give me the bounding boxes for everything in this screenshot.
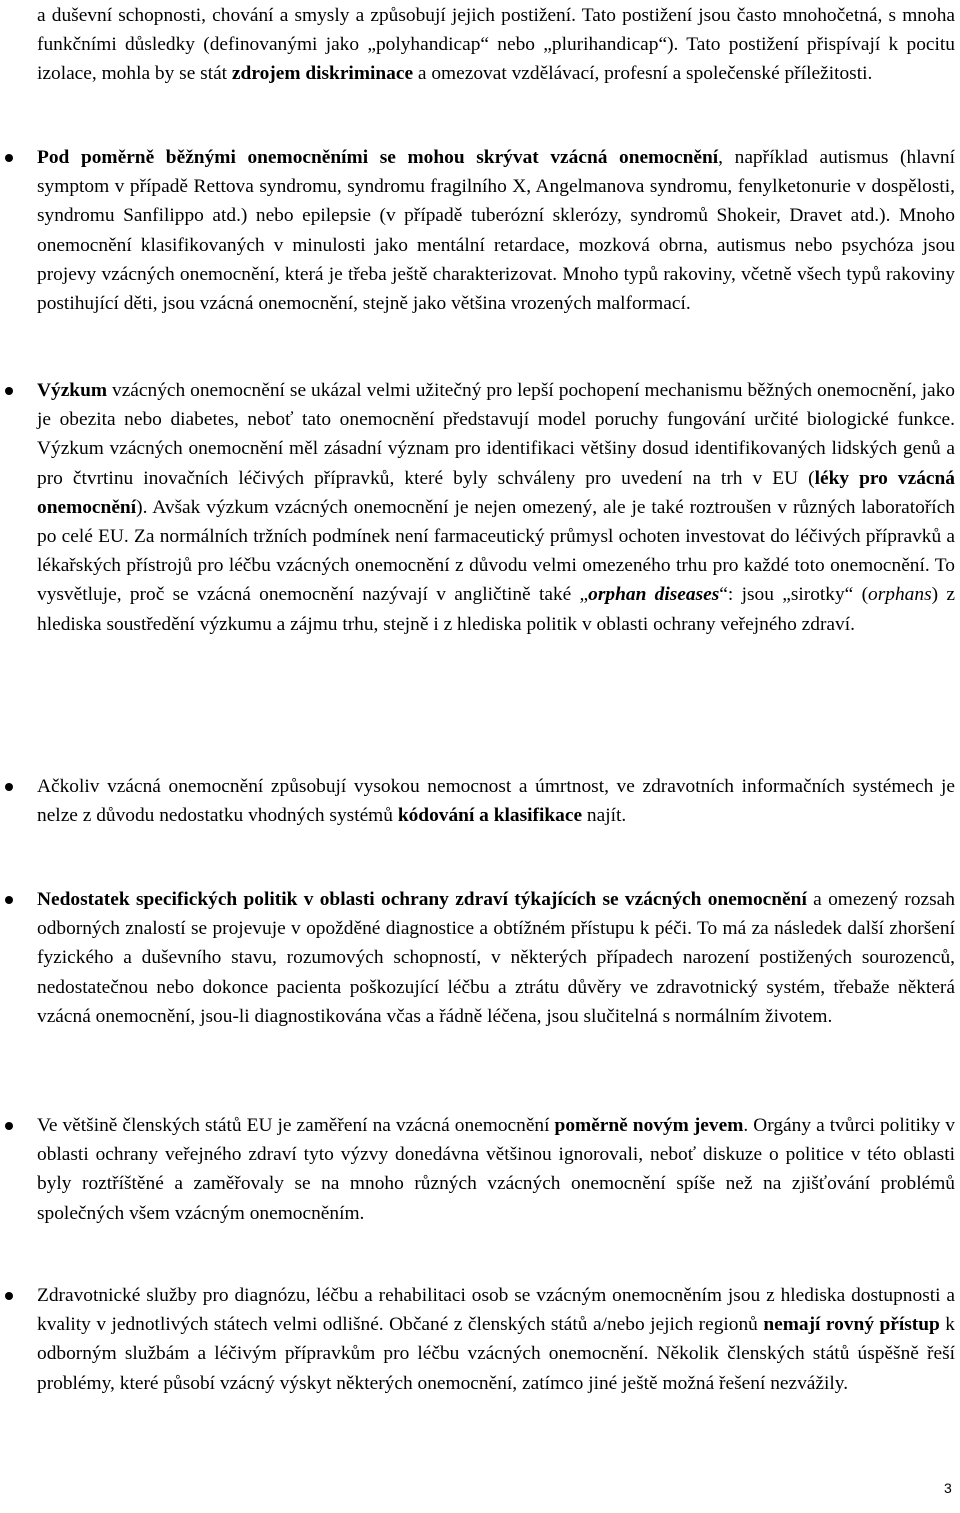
bullet-icon (5, 387, 13, 395)
text-run: a duševní schopnosti, chování a smysly a způsobují jejich postižení. Tato postižení jsou často mnohočetná, s mnoha funkčními důsledky (definovanými jako „polyhandicap“ nebo „plurihandicap“). Tato postižení přispívají k pocitu izolace, mohla by se stát (37, 5, 955, 85)
text-run: vzácných onemocnění se ukázal velmi užitečný pro lepší pochopení mechanismu běžných onemocnění, jako je obezita nebo diabetes, neboť tato onemocnění představují model poruchy fungování určité biologické funkce. Výzkum vzácných onemocnění měl zásadní význam pro identifikaci většiny dosud identifikovaných lidských genů a pro čtvrtinu inovačních léčivých přípravků, které byly schváleny pro uvedení na trh v EU ( (37, 380, 955, 489)
bold-text: Pod poměrně běžnými onemocněními se mohou skrývat vzácná onemocnění (37, 147, 719, 168)
list-item-text (37, 376, 955, 639)
list-item (0, 1111, 955, 1228)
text-run: a omezený rozsah odborných znalostí se projevuje v opožděné diagnostice a obtížném přístupu k péči. To má za následek další zhoršení fyzického a duševního stavu, rozumových schopností, v některých případech narození postižených sourozenců, nedostatečnou nebo dokonce pacienta poškozující léčbu a ztrátu důvěry ve zdravotnický systém, třebaže některá vzácná onemocnění, jsou-li diagnostikována včas a řádně léčena, jsou slučitelná s normálním životem. (37, 889, 955, 1027)
text-run: ). Avšak výzkum vzácných onemocnění je nejen omezený, ale je také roztroušen v různých laboratořích po celé EU. Za normálních tržních podmínek není farmaceutický průmysl ochoten investovat do léčivých přípravků a lékařských přístrojů pro léčbu vzácných onemocnění z důvodu velmi omezeného trhu pro každé toto onemocnění. To vysvětluje, proč se vzácná onemocnění nazývají v angličtině také „ (37, 496, 955, 606)
text-run: , například autismus (hlavní symptom v případě Rettova syndromu, syndromu fragilního X, Angelmanova syndromu, fenylketonurie v dospělosti, syndromu Sanfilippo atd.) nebo epilepsie (v případě tuberózní sklerózy, syndromů Shokeir, Dravet atd.). Mnoho onemocnění klasifikovaných v minulosti jako mentální retardace, mozková obrna, autismus nebo psychóza jsou projevy vzácných onemocnění, která je třeba ještě charakterizovat. Mnoho typů rakoviny, včetně všech typů rakoviny postihující děti, jsou vzácná onemocnění, stejně jako většina vrozených malformací. (37, 147, 955, 315)
text-run: Ačkoliv vzácná onemocnění způsobují vysokou nemocnost a úmrtnost, ve zdravotních informačních systémech je nelze z důvodu nedostatku vhodných systémů (37, 776, 955, 827)
bold-italic-text: orphan diseases (588, 584, 720, 606)
bold-text: Nedostatek specifických politik v oblasti ochrany zdraví týkajících se vzácných onemocnění (37, 889, 807, 910)
text-run: Zdravotnické služby pro diagnózu, léčbu a rehabilitaci osob se vzácným onemocněním jsou z hlediska dostupnosti a kvality v jednotlivých státech velmi odlišné. Občané z členských států a/nebo jejich regionů (37, 1285, 955, 1336)
list-item-text (37, 885, 955, 1031)
text-run: ) z hlediska soustředění výzkumu a zájmu trhu, stejně i z hlediska politik v oblasti ochrany veřejného zdraví. (37, 584, 955, 635)
list-item-text (37, 1281, 955, 1398)
list-item (0, 1281, 955, 1398)
list-item (0, 772, 955, 830)
bold-text: nemají rovný přístup (763, 1314, 940, 1336)
bold-text: zdrojem diskriminace (231, 63, 414, 85)
bullet-icon (5, 154, 13, 162)
list-item (0, 885, 955, 1031)
text-run: “: jsou „sirotky“ ( (719, 584, 869, 606)
text-run: a omezovat vzdělávací, profesní a společenské příležitosti. (413, 63, 873, 85)
bold-text: léky pro vzácná onemocnění (37, 467, 955, 518)
list-item (0, 143, 955, 318)
bullet-icon (5, 1122, 13, 1130)
bold-text: poměrně novým jevem (554, 1115, 744, 1136)
page-number: 3 (944, 1480, 952, 1496)
text-run: k odborným službám a léčivým přípravkům pro léčbu vzácných onemocnění. Několik členských států úspěšně řeší problémy, které působí vzácný výskyt některých onemocnění, zatímco jiné ještě možná řešení nezvážily. (37, 1314, 956, 1394)
italic-text: orphans (868, 584, 932, 606)
text-run: Ve většině členských států EU je zaměření na vzácná onemocnění (37, 1115, 555, 1136)
bullet-icon (5, 1292, 13, 1300)
text-run: . Orgány a tvůrci politiky v oblasti ochrany veřejného zdraví tyto výzvy donedávna většinou ignorovali, neboť diskuze o politice v této oblasti byly roztříštěné a zaměřovaly se na mnoho různých vzácných onemocnění spíše než na zjišťování problémů společných všem vzácným onemocněním. (37, 1115, 955, 1224)
bold-text: Výzkum (37, 380, 108, 401)
bullet-icon (5, 783, 13, 791)
bold-text: kódování a klasifikace (397, 805, 583, 827)
list-item (0, 376, 955, 639)
list-item-text (37, 772, 955, 830)
text-run: najít. (582, 805, 627, 827)
bullet-icon (5, 896, 13, 904)
intro-paragraph (37, 1, 955, 89)
list-item-text (37, 1111, 955, 1228)
list-item-text (37, 143, 955, 318)
